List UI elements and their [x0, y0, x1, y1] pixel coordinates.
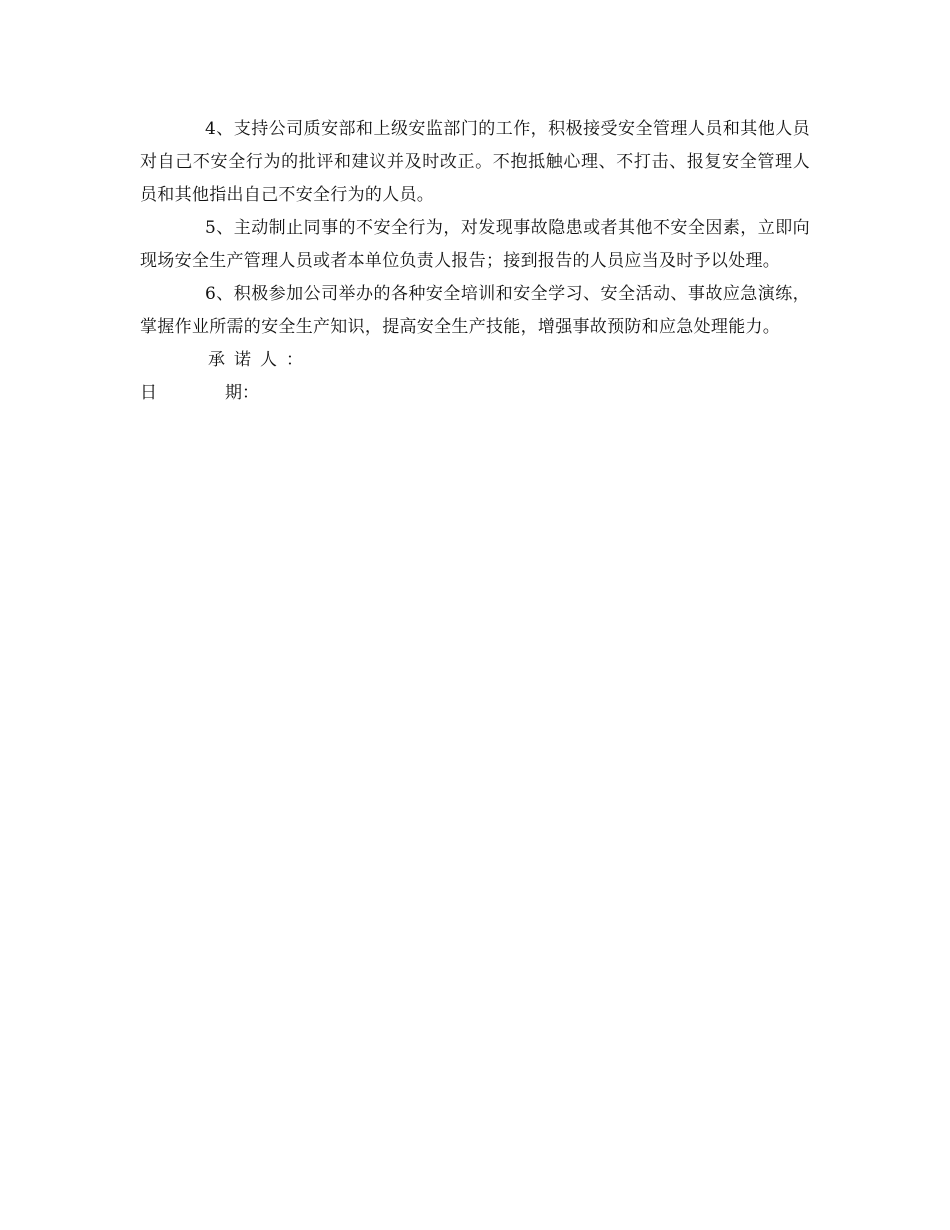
document-page	[140, 113, 810, 410]
date-label-second: 期：	[225, 383, 259, 403]
date-label-first: 日	[140, 383, 157, 403]
paragraph-item-5: 5、主动制止同事的不安全行为，对发现事故隐患或者其他不安全因素，立即向现场安全生产管理人员或者本单位负责人报告；接到报告的人员应当及时予以处理。	[140, 218, 810, 271]
promisor-label: 承诺人：	[208, 350, 312, 370]
paragraph-item-6: 6、积极参加公司举办的各种安全培训和安全学习、安全活动、事故应急演练，掌握作业所需的安全生产知识，提高安全生产技能，增强事故预防和应急处理能力。	[140, 284, 810, 337]
date-line	[140, 377, 810, 410]
paragraph-item-4: 4、支持公司质安部和上级安监部门的工作，积极接受安全管理人员和其他人员对自己不安全行为的批评和建议并及时改正。不抱抵触心理、不打击、报复安全管理人员和其他指出自己不安全行为的人员。	[140, 119, 810, 205]
